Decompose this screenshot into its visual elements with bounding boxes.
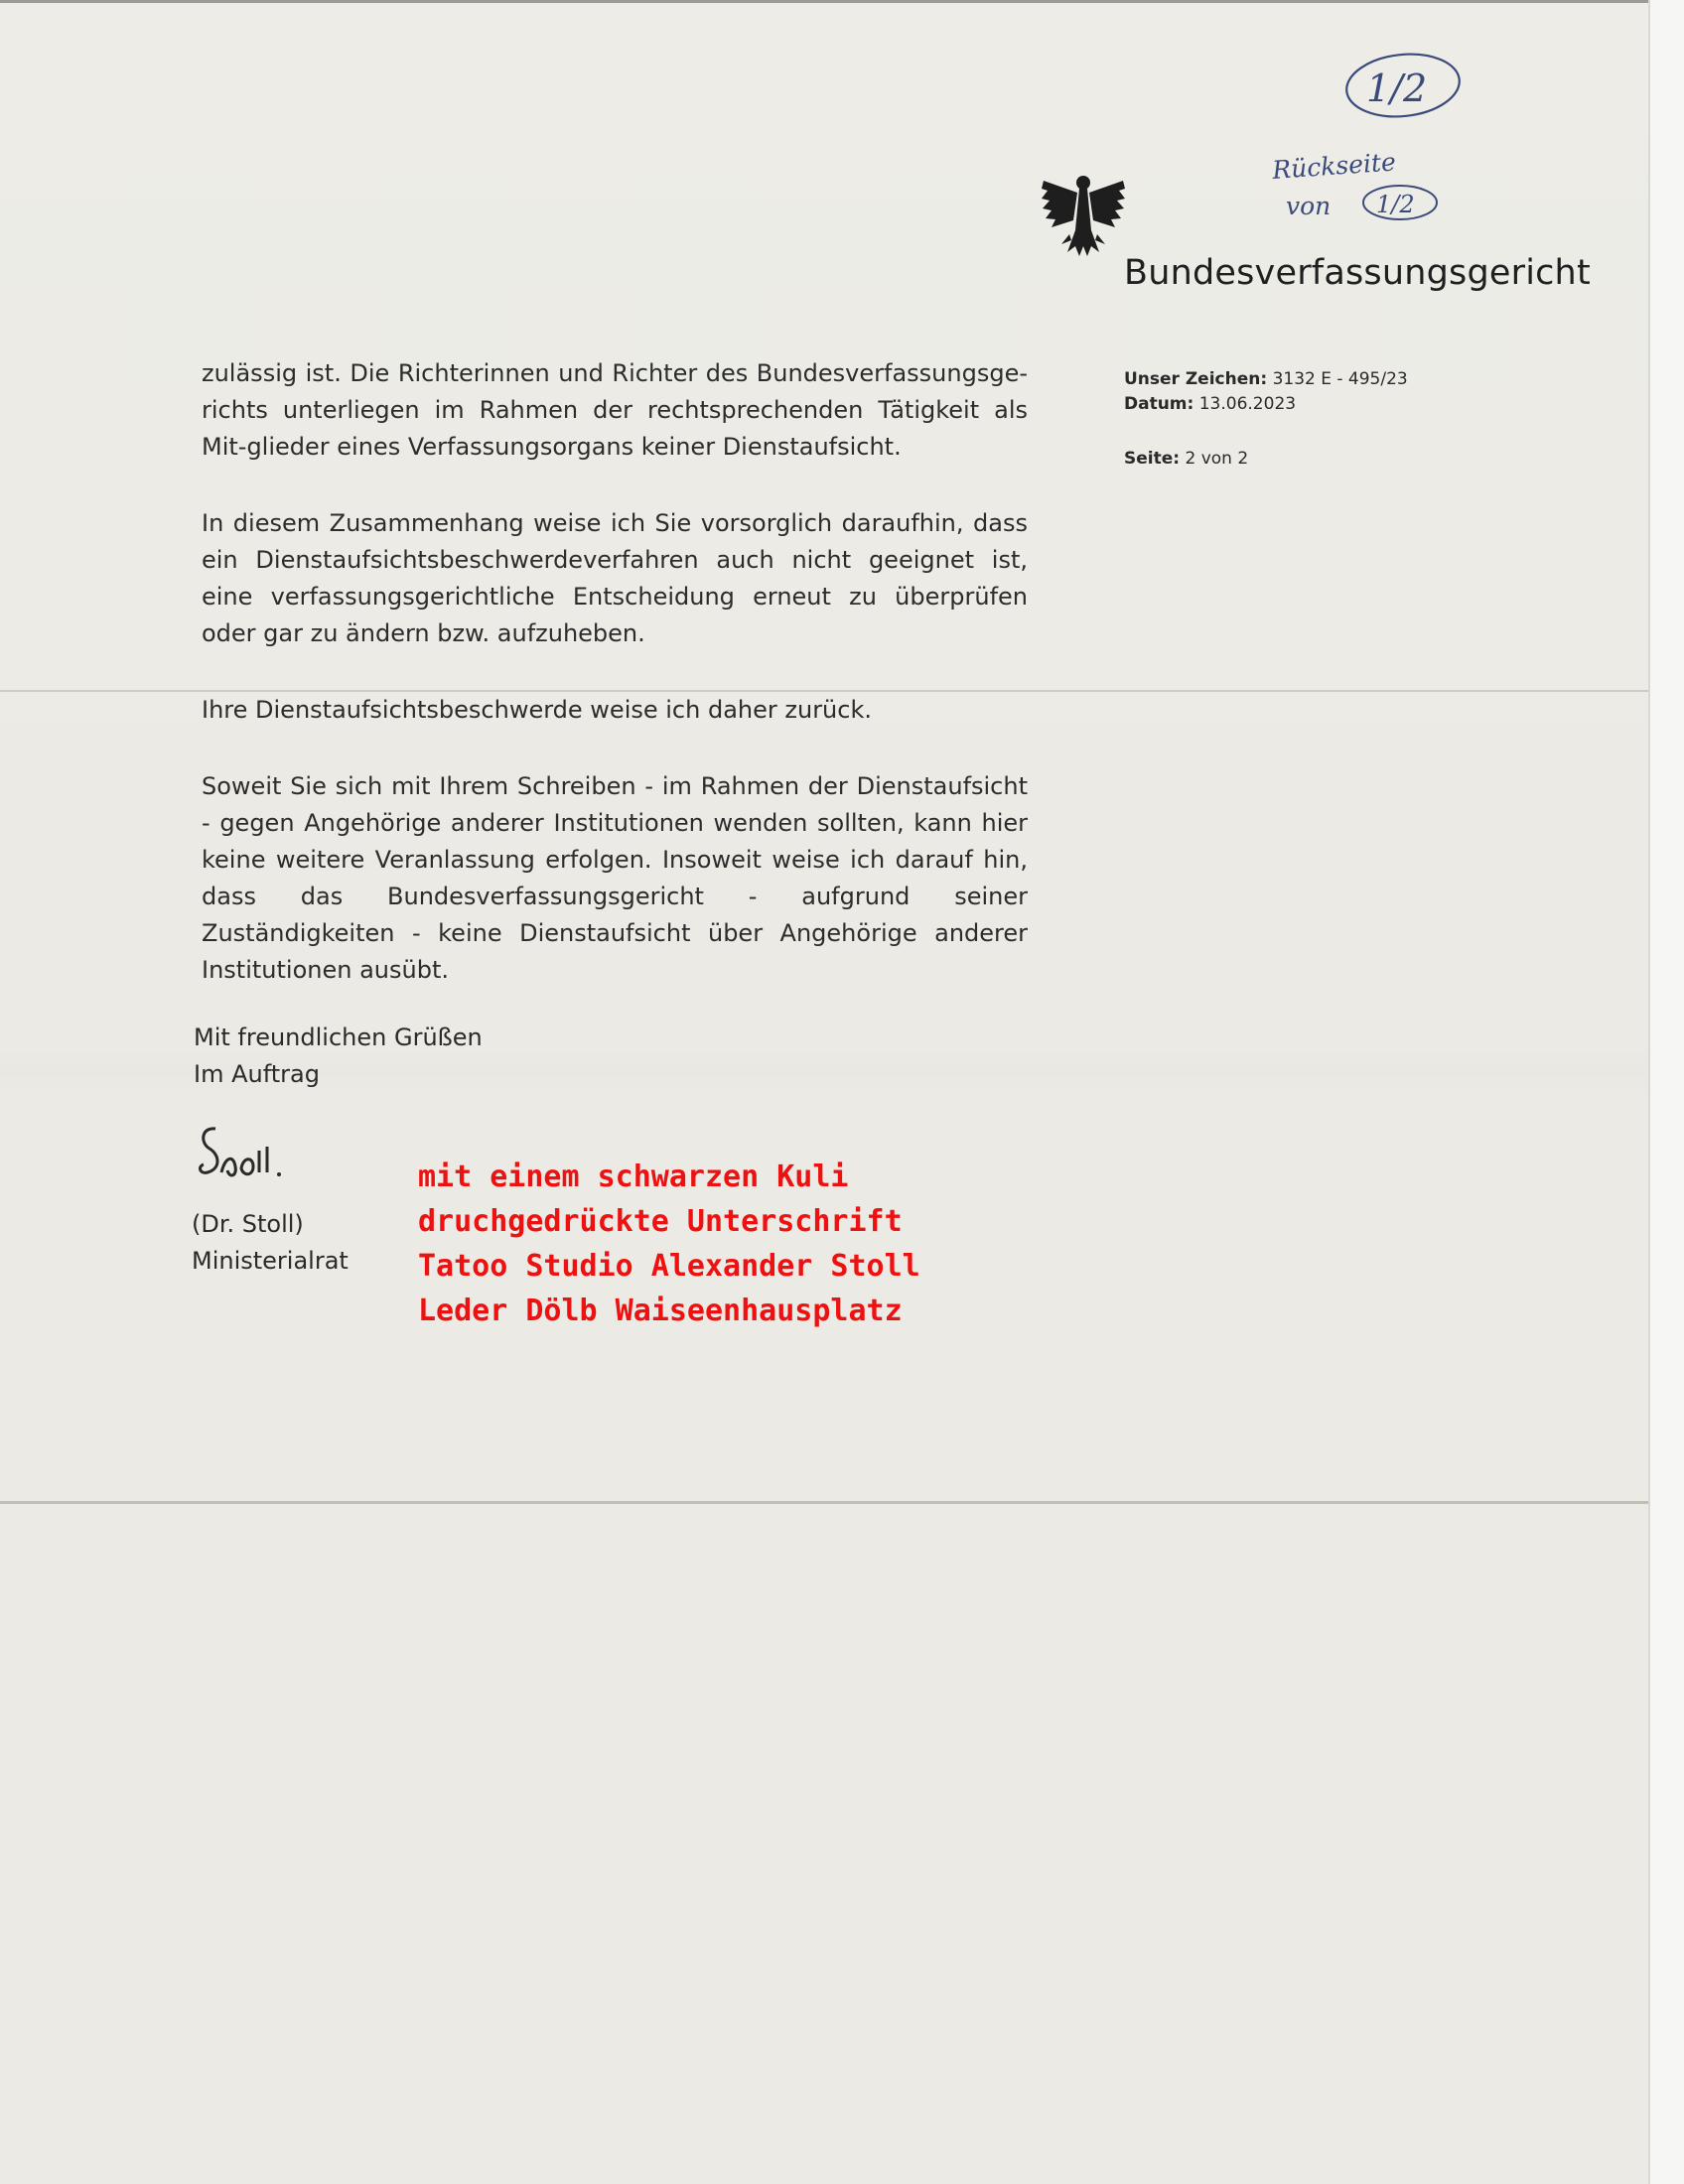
federal-eagle-icon bbox=[1040, 171, 1127, 260]
reference-value: 3132 E - 495/23 bbox=[1272, 369, 1408, 389]
red-annotation bbox=[418, 1155, 920, 1333]
svg-text:von: von bbox=[1286, 192, 1332, 220]
annotation-line: mit einem schwarzen Kuli bbox=[418, 1160, 849, 1194]
handwritten-signature bbox=[194, 1117, 303, 1196]
page-top-edge bbox=[0, 0, 1648, 3]
signer-title: Ministerialrat bbox=[192, 1247, 349, 1275]
body-paragraph: Soweit Sie sich mit Ihrem Schreiben - im Rahmen der Dienstaufsicht - gegen Angehörige anderer Institutionen wenden sollten, kann hier keine weitere Veranlassung erfolgen. Insoweit weise ich darauf hin, dass das Bundesverfassungsgericht - aufgrund seiner Zuständigkeiten - keine Dienstaufsicht über Angehörige anderer Institutionen ausübt. bbox=[202, 772, 1028, 984]
body-paragraph: Ihre Dienstaufsichtsbeschwerde weise ich daher zurück. bbox=[202, 696, 872, 724]
page-value: 2 von 2 bbox=[1185, 449, 1249, 469]
paper-fold-line bbox=[0, 1501, 1648, 1504]
date-value: 13.06.2023 bbox=[1198, 394, 1297, 414]
page-row bbox=[1124, 447, 1408, 472]
closing-on-behalf: Im Auftrag bbox=[194, 1060, 320, 1088]
annotation-line: druchgedrückte Unterschrift bbox=[418, 1204, 903, 1239]
svg-text:1/2: 1/2 bbox=[1376, 191, 1415, 218]
reference-row bbox=[1124, 367, 1408, 392]
institution-name: Bundesverfassungsgericht bbox=[1124, 253, 1591, 293]
scan-edge bbox=[1648, 0, 1684, 2184]
signer-block bbox=[192, 1206, 349, 1280]
reference-label: Unser Zeichen: bbox=[1124, 369, 1268, 389]
svg-text:Rückseite: Rückseite bbox=[1271, 147, 1397, 185]
handwritten-page-note bbox=[1271, 40, 1509, 238]
annotation-line: Tatoo Studio Alexander Stoll bbox=[418, 1249, 920, 1284]
closing-greeting: Mit freundlichen Grüßen bbox=[194, 1024, 483, 1051]
date-row bbox=[1124, 392, 1408, 417]
date-label: Datum: bbox=[1124, 394, 1194, 414]
svg-text:1/2: 1/2 bbox=[1366, 67, 1428, 110]
page-label: Seite: bbox=[1124, 449, 1181, 469]
body-paragraph: zulässig ist. Die Richterinnen und Richter des Bundesverfassungsge-richts unterliegen im Rahmen der rechtsprechenden Tätigkeit als Mit-glieder eines Verfassungsorgans keiner Dienstaufsicht. bbox=[202, 359, 1028, 461]
letter-body bbox=[202, 355, 1028, 1028]
annotation-line: Leder Dölb Waiseenhausplatz bbox=[418, 1294, 903, 1328]
reference-block bbox=[1124, 367, 1408, 472]
body-paragraph: In diesem Zusammenhang weise ich Sie vorsorglich daraufhin, dass ein Dienstaufsichtsbeschwerdeverfahren auch nicht geeignet ist, eine verfassungsgerichtliche Entscheidung erneut zu überprüfen oder gar zu ändern bzw. aufzuheben. bbox=[202, 509, 1028, 647]
closing-block bbox=[194, 1020, 483, 1093]
signer-name: (Dr. Stoll) bbox=[192, 1210, 304, 1238]
